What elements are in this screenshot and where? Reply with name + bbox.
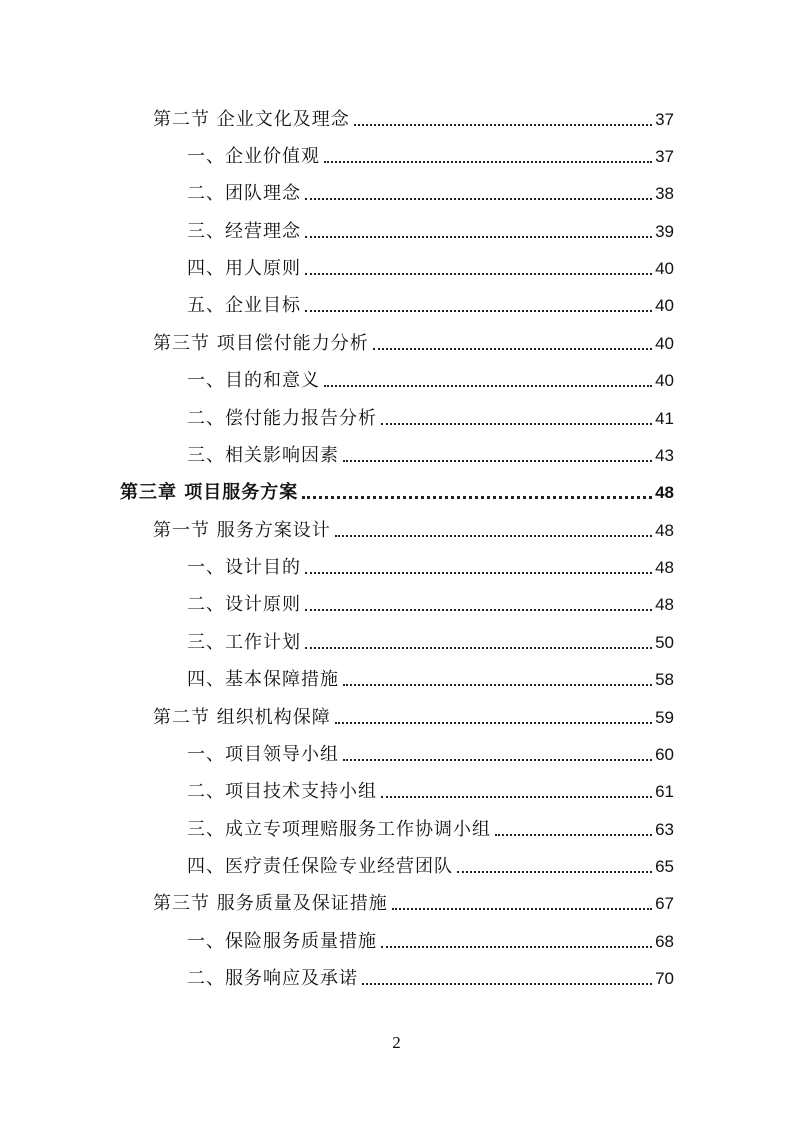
toc-entry-page: 40 [655, 334, 674, 353]
toc-entry-page: 48 [655, 483, 674, 502]
toc-chapter-entry[interactable] [120, 480, 674, 504]
toc-entry-title: 二、团队理念 [187, 183, 301, 204]
toc-leader-dots [305, 572, 652, 574]
toc-entry-title: 一、保险服务质量措施 [187, 931, 377, 952]
toc-entry-title: 三、工作计划 [187, 632, 301, 653]
toc-entry-page: 63 [655, 820, 674, 839]
toc-entry-page: 38 [655, 184, 674, 203]
toc-entry-title: 四、医疗责任保险专业经营团队 [187, 856, 453, 877]
toc-entry-page: 70 [655, 969, 674, 988]
toc-leader-dots [381, 796, 652, 798]
toc-entry-page: 39 [655, 222, 674, 241]
toc-leader-dots [381, 946, 652, 948]
toc-entry-page: 40 [655, 371, 674, 390]
toc-entry[interactable] [187, 293, 674, 317]
toc-leader-dots [362, 983, 652, 985]
toc-entry-title: 二、服务响应及承诺 [187, 968, 358, 989]
toc-leader-dots [305, 236, 652, 238]
toc-entry[interactable] [187, 406, 674, 430]
toc-entry-page: 58 [655, 670, 674, 689]
toc-entry[interactable] [187, 443, 674, 467]
toc-entry[interactable] [187, 817, 674, 841]
toc-entry-title: 一、设计目的 [187, 557, 301, 578]
toc-leader-dots [324, 385, 652, 387]
toc-entry[interactable] [187, 144, 674, 168]
toc-entry[interactable] [187, 256, 674, 280]
toc-entry-page: 67 [655, 894, 674, 913]
toc-entry-title: 一、目的和意义 [187, 370, 320, 391]
toc-leader-dots [381, 423, 652, 425]
toc-entry-title: 三、相关影响因素 [187, 445, 339, 466]
toc-entry[interactable] [153, 331, 674, 355]
toc-entry-title: 第一节 服务方案设计 [153, 520, 331, 541]
toc-entry-page: 40 [655, 259, 674, 278]
toc-entry[interactable] [187, 966, 674, 990]
toc-entry[interactable] [153, 518, 674, 542]
toc-entry[interactable] [187, 929, 674, 953]
toc-entry[interactable] [187, 368, 674, 392]
toc-entry-title: 五、企业目标 [187, 295, 301, 316]
toc-entry-title: 一、企业价值观 [187, 146, 320, 167]
toc-leader-dots [343, 460, 652, 462]
toc-leader-dots [373, 348, 652, 350]
toc-leader-dots [324, 161, 652, 163]
toc-entry[interactable] [187, 219, 674, 243]
toc-entry-page: 48 [655, 595, 674, 614]
toc-entry-title: 三、成立专项理赔服务工作协调小组 [187, 819, 491, 840]
toc-entry-title: 二、设计原则 [187, 594, 301, 615]
toc-entry-page: 43 [655, 446, 674, 465]
toc-entry[interactable] [153, 107, 674, 131]
toc-entry-title: 四、基本保障措施 [187, 669, 339, 690]
toc-leader-dots [302, 496, 652, 499]
toc-entry-page: 65 [655, 857, 674, 876]
toc-entry-page: 40 [655, 296, 674, 315]
toc-entry-page: 68 [655, 932, 674, 951]
toc-entry-page: 61 [655, 782, 674, 801]
toc-entry-title: 第二节 企业文化及理念 [153, 109, 350, 130]
toc-leader-dots [392, 908, 652, 910]
toc-entry[interactable] [187, 742, 674, 766]
toc-entry[interactable] [187, 854, 674, 878]
toc-entry-page: 48 [655, 558, 674, 577]
toc-entry-title: 第三节 项目偿付能力分析 [153, 333, 369, 354]
toc-entry-title: 第三章 项目服务方案 [120, 482, 299, 503]
toc-entry-title: 四、用人原则 [187, 258, 301, 279]
toc-leader-dots [305, 647, 652, 649]
toc-entry[interactable] [187, 555, 674, 579]
toc-leader-dots [343, 759, 652, 761]
toc-entry-page: 59 [655, 708, 674, 727]
toc-leader-dots [335, 722, 652, 724]
toc-entry-page: 50 [655, 633, 674, 652]
toc-entry[interactable] [187, 667, 674, 691]
toc-entry-title: 二、偿付能力报告分析 [187, 408, 377, 429]
toc-entry-title: 第二节 组织机构保障 [153, 707, 331, 728]
toc-entry-title: 第三节 服务质量及保证措施 [153, 893, 388, 914]
toc-entry[interactable] [187, 592, 674, 616]
toc-entry-title: 二、项目技术支持小组 [187, 781, 377, 802]
toc-entry-title: 三、经营理念 [187, 221, 301, 242]
toc-leader-dots [305, 198, 652, 200]
toc-entry-page: 37 [655, 147, 674, 166]
toc-entry[interactable] [153, 891, 674, 915]
toc-leader-dots [457, 871, 652, 873]
toc-leader-dots [343, 684, 652, 686]
toc-entry[interactable] [187, 181, 674, 205]
toc-leader-dots [305, 273, 652, 275]
toc-entry[interactable] [187, 630, 674, 654]
toc-entry-page: 41 [655, 409, 674, 428]
page-number: 2 [392, 1033, 401, 1052]
toc-leader-dots [305, 609, 652, 611]
toc-entry-page: 48 [655, 521, 674, 540]
toc-leader-dots [335, 535, 652, 537]
toc-entry-page: 37 [655, 110, 674, 129]
toc-leader-dots [354, 124, 652, 126]
toc-entry[interactable] [153, 705, 674, 729]
toc-entry-title: 一、项目领导小组 [187, 744, 339, 765]
toc-leader-dots [305, 310, 652, 312]
toc-leader-dots [495, 834, 652, 836]
toc-entry-page: 60 [655, 745, 674, 764]
toc-entry[interactable] [187, 779, 674, 803]
